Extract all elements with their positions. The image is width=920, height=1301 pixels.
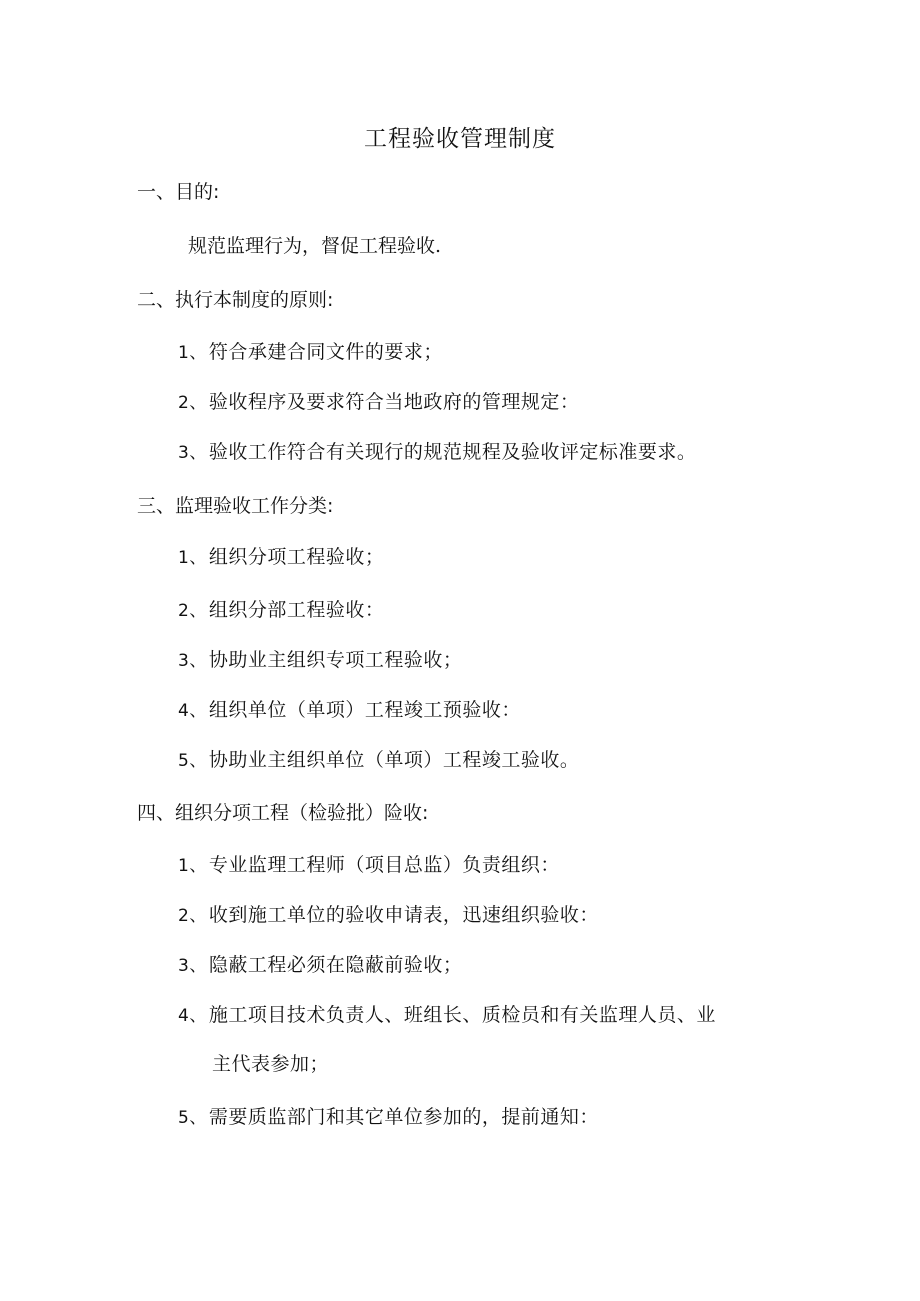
document-title: 工程验收管理制度 xyxy=(364,126,556,152)
list-item xyxy=(178,951,462,980)
list-item-text: 施工项目技术负责人、班组长、质检员和有关监理人员、业 xyxy=(208,1004,716,1026)
list-item-text: 隐蔽工程必须在隐蔽前验收； xyxy=(208,954,463,976)
list-item-continuation: 主代表参加； xyxy=(212,1053,330,1075)
list-item-text: 组织分项工程验收； xyxy=(208,546,385,568)
section-heading-categories: 三、监理验收工作分类: xyxy=(137,495,334,517)
list-item-text: 验收程序及要求符合当地政府的管理规定： xyxy=(208,391,580,413)
list-item xyxy=(178,646,462,675)
list-item-number: 1、 xyxy=(178,343,207,363)
list-item-text: 需要质监部门和其它单位参加的，提前通知： xyxy=(208,1106,599,1128)
list-item xyxy=(178,596,384,625)
list-item xyxy=(178,1103,599,1132)
list-item-number: 5、 xyxy=(178,1108,207,1128)
section-heading-principles: 二、执行本制度的原则: xyxy=(137,289,334,311)
list-item xyxy=(178,388,579,417)
list-item-text: 专业监理工程师（项目总监）负责组织： xyxy=(208,854,560,876)
list-item-number: 2、 xyxy=(178,601,207,621)
list-item-text: 收到施工单位的验收申请表，迅速组织验收： xyxy=(208,904,599,926)
list-item-number: 5、 xyxy=(178,751,207,771)
list-item-number: 1、 xyxy=(178,548,207,568)
list-item xyxy=(178,696,521,725)
list-item-number: 3、 xyxy=(178,443,207,463)
list-item-number: 3、 xyxy=(178,651,207,671)
list-item-text: 符合承建合同文件的要求； xyxy=(208,341,443,363)
list-item-number: 4、 xyxy=(178,1006,207,1026)
list-item xyxy=(178,543,384,572)
list-item-text: 协助业主组织专项工程验收； xyxy=(208,649,463,671)
list-item xyxy=(178,851,560,880)
list-item-text: 组织分部工程验收： xyxy=(208,599,385,621)
list-item xyxy=(178,438,696,467)
list-item-number: 4、 xyxy=(178,701,207,721)
section-heading-purpose: 一、目的: xyxy=(137,181,220,203)
list-item-text: 协助业主组织单位（单项）工程竣工验收。 xyxy=(208,749,580,771)
list-item-number: 2、 xyxy=(178,906,207,926)
section-heading-subitem-acceptance: 四、组织分项工程（检验批）险收: xyxy=(137,802,429,824)
list-item xyxy=(178,338,443,367)
list-item-number: 3、 xyxy=(178,956,207,976)
list-item xyxy=(178,746,579,775)
list-item-text: 验收工作符合有关现行的规范规程及验收评定标准要求。 xyxy=(208,441,697,463)
list-item-number: 1、 xyxy=(178,856,207,876)
list-item xyxy=(178,1001,716,1030)
list-item xyxy=(178,901,599,930)
list-item-text: 组织单位（单项）工程竣工预验收： xyxy=(208,699,521,721)
list-item-number: 2、 xyxy=(178,393,207,413)
section-paragraph-purpose: 规范监理行为，督促工程验收. xyxy=(188,235,442,257)
